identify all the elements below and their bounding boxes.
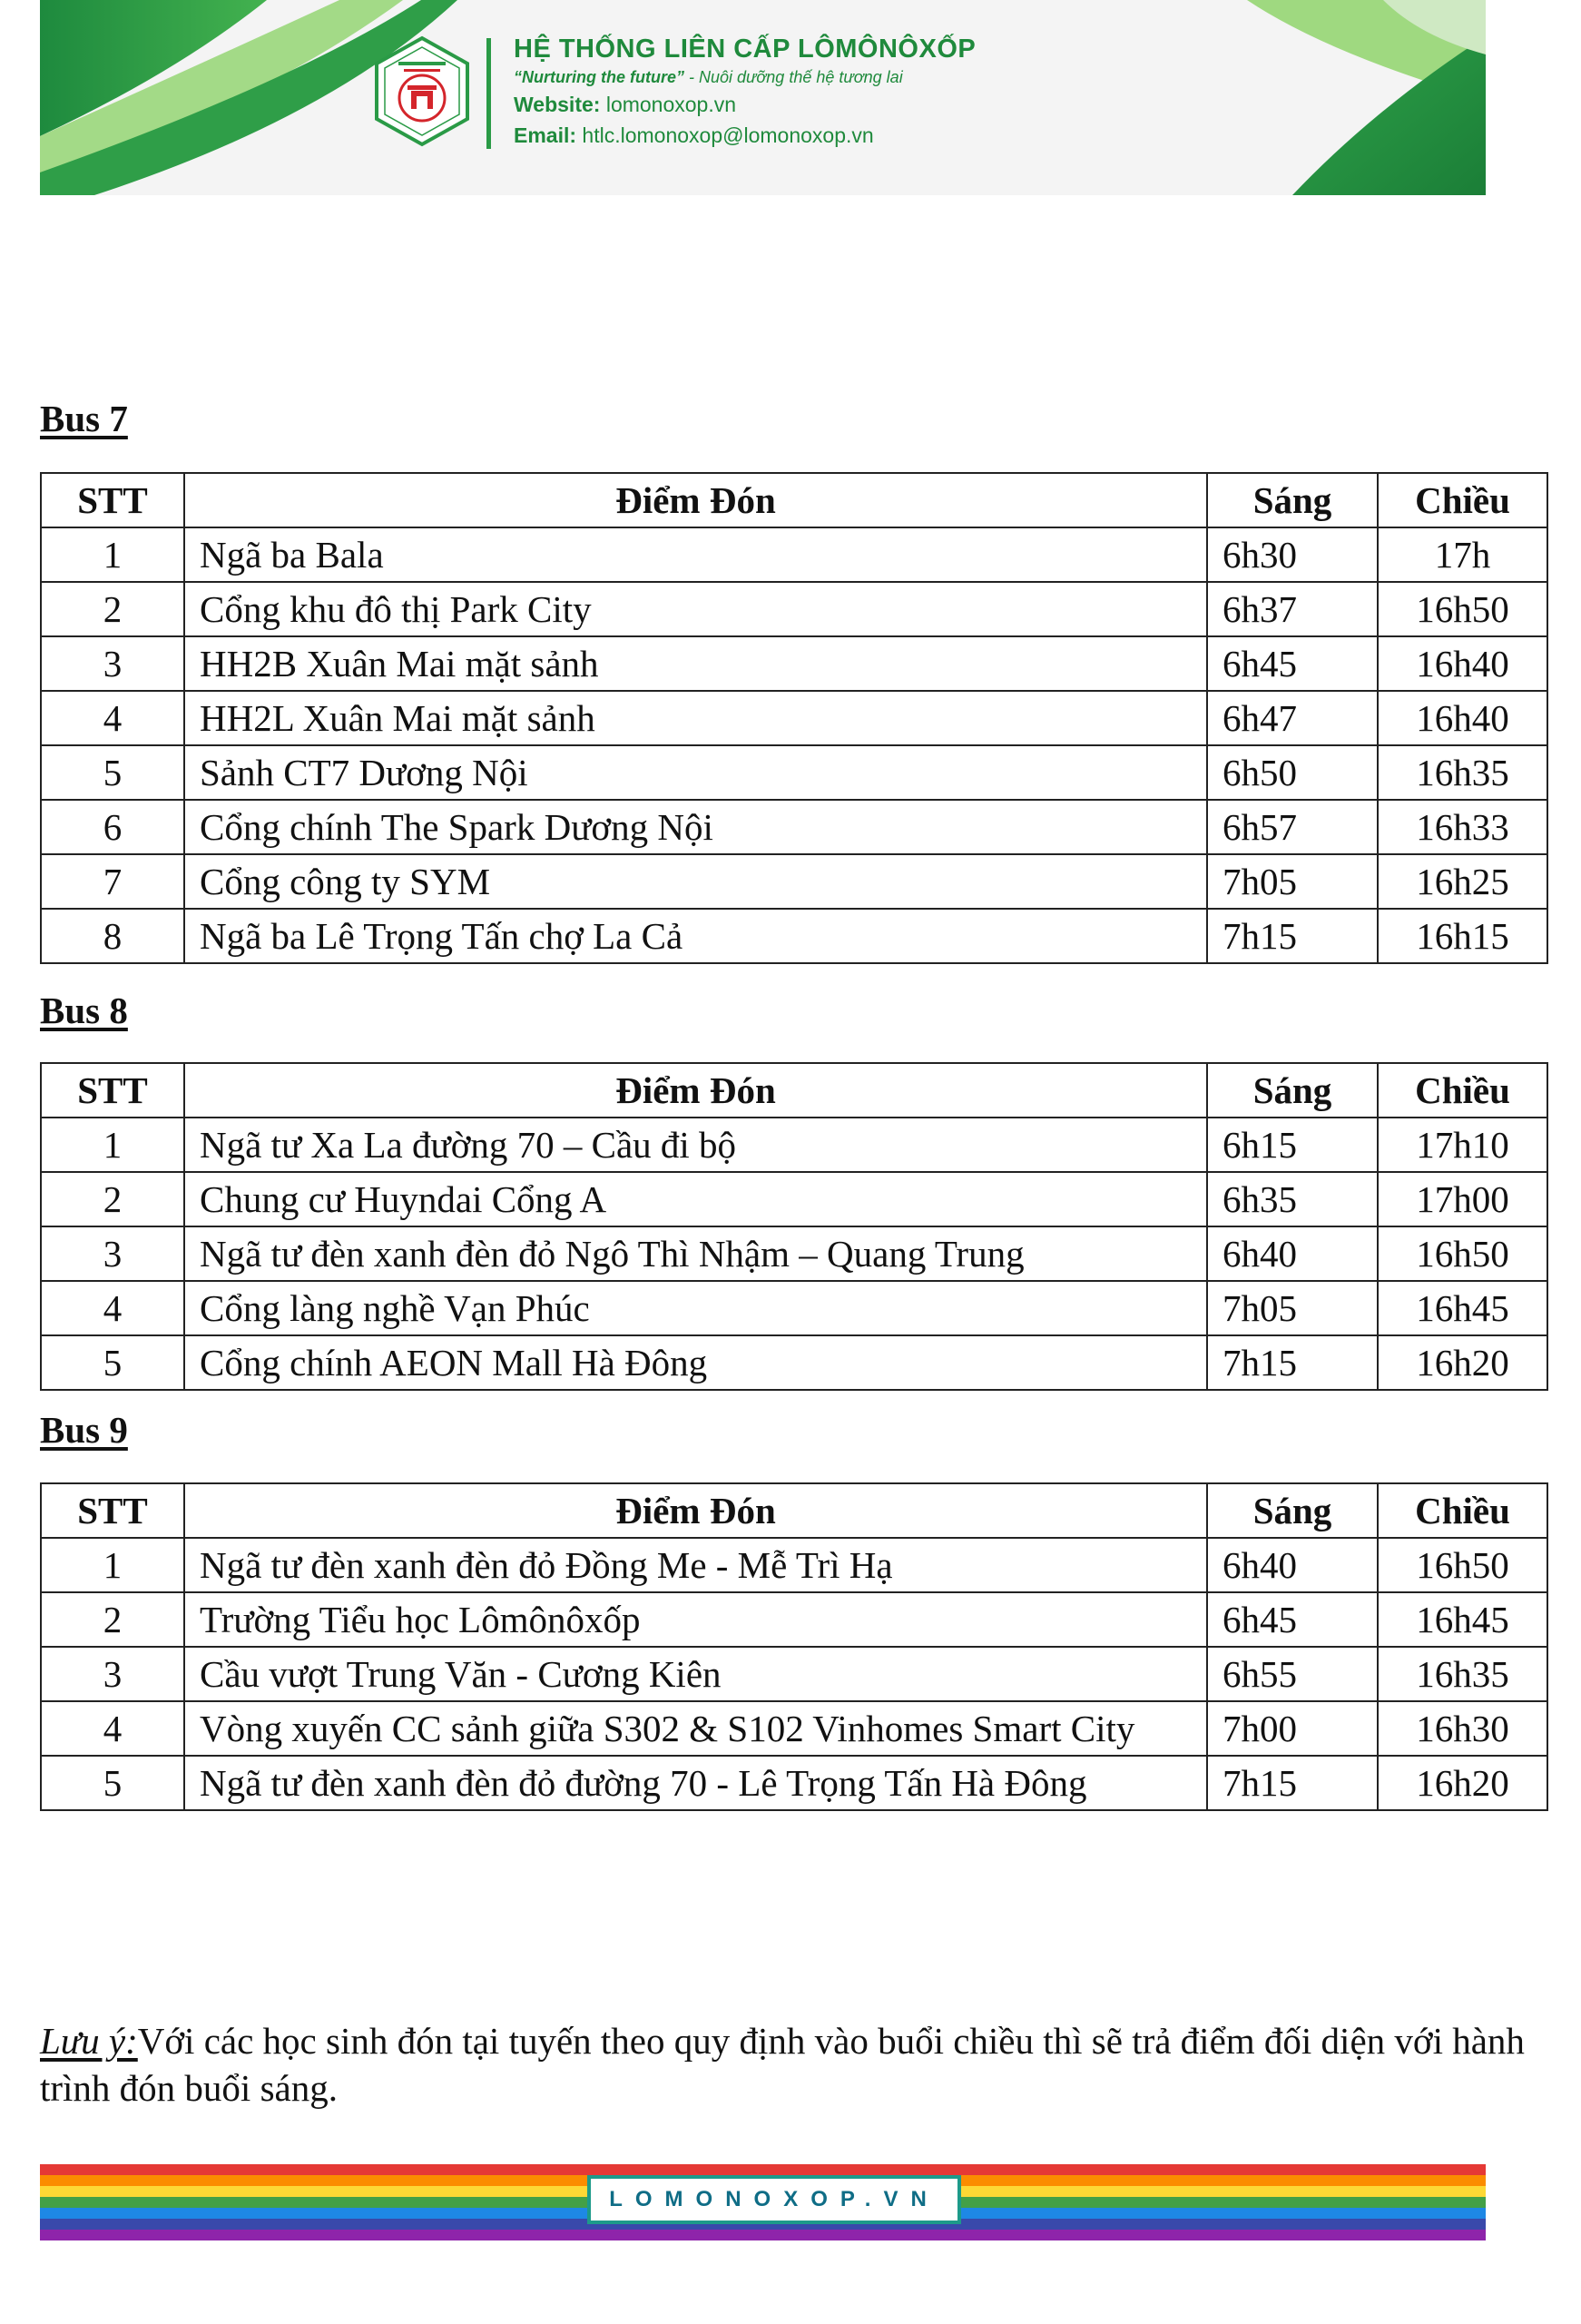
col-stt: STT	[41, 1063, 184, 1118]
afternoon-cell: 17h00	[1378, 1172, 1547, 1226]
email-line	[514, 120, 976, 151]
stt-cell: 5	[41, 1335, 184, 1390]
table-row	[41, 691, 1547, 745]
stop-cell: Vòng xuyến CC sảnh giữa S302 & S102 Vinhomes Smart City	[184, 1701, 1207, 1756]
stripe-red	[40, 2164, 1486, 2175]
table-row	[41, 1281, 1547, 1335]
morning-cell: 6h47	[1207, 691, 1378, 745]
stop-cell: Ngã tư Xa La đường 70 – Cầu đi bộ	[184, 1118, 1207, 1172]
table-row	[41, 1756, 1547, 1810]
stt-cell: 4	[41, 1281, 184, 1335]
afternoon-cell: 16h33	[1378, 800, 1547, 854]
stop-cell: Ngã tư đèn xanh đèn đỏ đường 70 - Lê Trọng Tấn Hà Đông	[184, 1756, 1207, 1810]
stop-cell: Cổng khu đô thị Park City	[184, 582, 1207, 636]
col-stop: Điểm Đón	[184, 1483, 1207, 1538]
website-label: Website:	[514, 93, 601, 116]
stop-cell: Cổng làng nghề Vạn Phúc	[184, 1281, 1207, 1335]
stop-cell: HH2L Xuân Mai mặt sảnh	[184, 691, 1207, 745]
stt-cell: 1	[41, 1118, 184, 1172]
col-stt: STT	[41, 1483, 184, 1538]
morning-cell: 6h35	[1207, 1172, 1378, 1226]
note-text: Với các học sinh đón tại tuyến theo quy định vào buổi chiều thì sẽ trả điểm đối diện với hành trình đón buổi sáng.	[40, 2020, 1525, 2109]
table-header-row	[41, 1063, 1547, 1118]
stop-cell: Sảnh CT7 Dương Nội	[184, 745, 1207, 800]
afternoon-cell: 16h50	[1378, 582, 1547, 636]
stt-cell: 2	[41, 1592, 184, 1647]
morning-cell: 6h15	[1207, 1118, 1378, 1172]
col-afternoon: Chiều	[1378, 1063, 1547, 1118]
stop-cell: Ngã tư đèn xanh đèn đỏ Ngô Thì Nhậm – Quang Trung	[184, 1226, 1207, 1281]
afternoon-cell: 16h30	[1378, 1701, 1547, 1756]
morning-cell: 6h50	[1207, 745, 1378, 800]
stop-cell: Chung cư Huyndai Cổng A	[184, 1172, 1207, 1226]
morning-cell: 7h00	[1207, 1701, 1378, 1756]
stt-cell: 8	[41, 909, 184, 963]
note-paragraph	[40, 2017, 1528, 2112]
table-row	[41, 1538, 1547, 1592]
table-row	[41, 636, 1547, 691]
col-stop: Điểm Đón	[184, 1063, 1207, 1118]
school-logo	[371, 34, 473, 148]
table-row	[41, 1647, 1547, 1701]
stop-cell: Ngã tư đèn xanh đèn đỏ Đồng Me - Mễ Trì Hạ	[184, 1538, 1207, 1592]
morning-cell: 6h57	[1207, 800, 1378, 854]
stop-cell: Trường Tiểu học Lômônôxốp	[184, 1592, 1207, 1647]
stt-cell: 7	[41, 854, 184, 909]
afternoon-cell: 16h25	[1378, 854, 1547, 909]
morning-cell: 7h15	[1207, 909, 1378, 963]
afternoon-cell: 16h45	[1378, 1281, 1547, 1335]
bus-9-title: Bus 9	[40, 1409, 128, 1451]
stop-cell: Cầu vượt Trung Văn - Cương Kiên	[184, 1647, 1207, 1701]
table-row	[41, 527, 1547, 582]
stt-cell: 3	[41, 636, 184, 691]
bus-7-title: Bus 7	[40, 398, 128, 439]
afternoon-cell: 16h40	[1378, 691, 1547, 745]
school-name: HỆ THỐNG LIÊN CẤP LÔMÔNÔXỐP	[514, 34, 977, 64]
morning-cell: 6h55	[1207, 1647, 1378, 1701]
stt-cell: 5	[41, 745, 184, 800]
table-row	[41, 1118, 1547, 1172]
afternoon-cell: 17h10	[1378, 1118, 1547, 1172]
email-label: Email:	[514, 123, 577, 147]
table-row	[41, 1592, 1547, 1647]
stt-cell: 5	[41, 1756, 184, 1810]
footer-banner	[40, 2164, 1486, 2246]
bus-8-title: Bus 8	[40, 990, 128, 1031]
morning-cell: 7h05	[1207, 854, 1378, 909]
morning-cell: 6h37	[1207, 582, 1378, 636]
stt-cell: 2	[41, 1172, 184, 1226]
morning-cell: 7h15	[1207, 1756, 1378, 1810]
afternoon-cell: 16h35	[1378, 745, 1547, 800]
stop-cell: Cổng chính The Spark Dương Nội	[184, 800, 1207, 854]
bus-8-table	[40, 1062, 1548, 1391]
stop-cell: Cổng công ty SYM	[184, 854, 1207, 909]
afternoon-cell: 16h50	[1378, 1538, 1547, 1592]
table-row	[41, 909, 1547, 963]
header-brand	[514, 33, 976, 151]
table-row	[41, 854, 1547, 909]
stop-cell: HH2B Xuân Mai mặt sảnh	[184, 636, 1207, 691]
stop-cell: Ngã ba Bala	[184, 527, 1207, 582]
tagline	[514, 65, 976, 89]
morning-cell: 6h40	[1207, 1226, 1378, 1281]
stt-cell: 1	[41, 527, 184, 582]
bus-9-table	[40, 1482, 1548, 1811]
morning-cell: 6h40	[1207, 1538, 1378, 1592]
table-row	[41, 582, 1547, 636]
stt-cell: 4	[41, 1701, 184, 1756]
afternoon-cell: 16h45	[1378, 1592, 1547, 1647]
stt-cell: 1	[41, 1538, 184, 1592]
tagline-vi: - Nuôi dưỡng thế hệ tương lai	[683, 68, 903, 86]
morning-cell: 6h45	[1207, 636, 1378, 691]
website-line	[514, 89, 976, 120]
col-stop: Điểm Đón	[184, 473, 1207, 527]
stop-cell: Ngã ba Lê Trọng Tấn chợ La Cả	[184, 909, 1207, 963]
table-header-row	[41, 1483, 1547, 1538]
table-row	[41, 800, 1547, 854]
table-row	[41, 1335, 1547, 1390]
note-label: Lưu ý:	[40, 2020, 138, 2062]
morning-cell: 7h15	[1207, 1335, 1378, 1390]
footer-site-label[interactable]: LOMONOXOP.VN	[587, 2175, 961, 2224]
col-afternoon: Chiều	[1378, 473, 1547, 527]
morning-cell: 6h45	[1207, 1592, 1378, 1647]
col-morning: Sáng	[1207, 473, 1378, 527]
stt-cell: 2	[41, 582, 184, 636]
afternoon-cell: 16h40	[1378, 636, 1547, 691]
bus-7-table	[40, 472, 1548, 964]
table-row	[41, 1701, 1547, 1756]
afternoon-cell: 16h20	[1378, 1756, 1547, 1810]
stripe-violet	[40, 2230, 1486, 2240]
afternoon-cell: 16h20	[1378, 1335, 1547, 1390]
stt-cell: 4	[41, 691, 184, 745]
afternoon-cell: 16h50	[1378, 1226, 1547, 1281]
email-value[interactable]: htlc.lomonoxop@lomonoxop.vn	[576, 123, 874, 147]
morning-cell: 7h05	[1207, 1281, 1378, 1335]
afternoon-cell: 16h35	[1378, 1647, 1547, 1701]
header-divider	[486, 38, 491, 149]
stop-cell: Cổng chính AEON Mall Hà Đông	[184, 1335, 1207, 1390]
afternoon-cell: 17h	[1378, 527, 1547, 582]
table-header-row	[41, 473, 1547, 527]
col-morning: Sáng	[1207, 1063, 1378, 1118]
morning-cell: 6h30	[1207, 527, 1378, 582]
header-banner	[40, 0, 1486, 195]
stt-cell: 3	[41, 1647, 184, 1701]
tagline-en: “Nurturing the future”	[514, 68, 684, 86]
col-stt: STT	[41, 473, 184, 527]
table-row	[41, 1226, 1547, 1281]
afternoon-cell: 16h15	[1378, 909, 1547, 963]
stt-cell: 3	[41, 1226, 184, 1281]
table-row	[41, 1172, 1547, 1226]
stt-cell: 6	[41, 800, 184, 854]
table-row	[41, 745, 1547, 800]
col-afternoon: Chiều	[1378, 1483, 1547, 1538]
col-morning: Sáng	[1207, 1483, 1378, 1538]
website-value[interactable]: lomonoxop.vn	[600, 93, 737, 116]
